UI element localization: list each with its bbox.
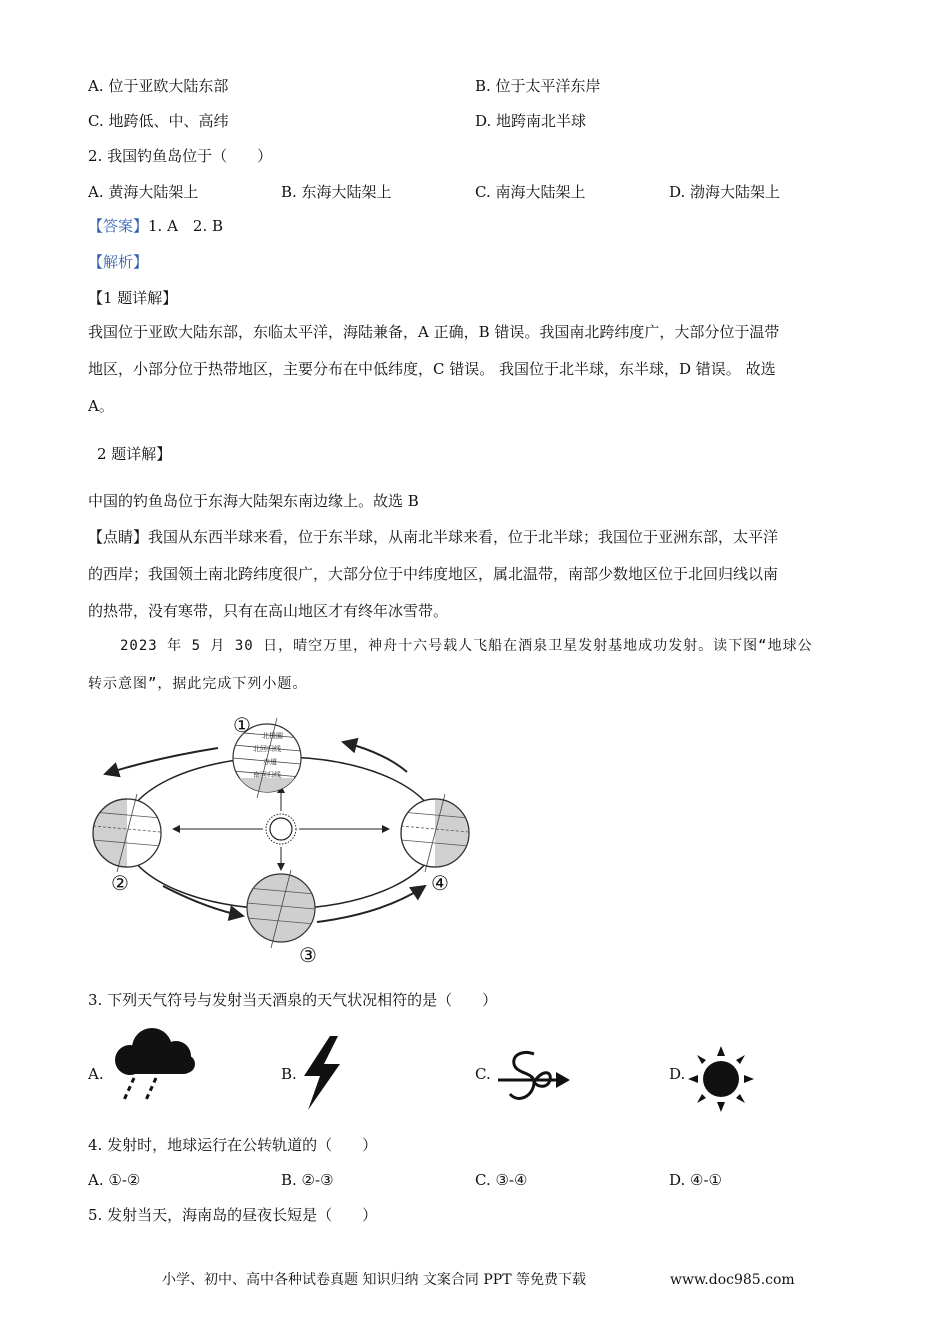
sun-icon xyxy=(266,814,296,844)
q1-option-d: D. 地跨南北半球 xyxy=(475,112,587,130)
q3-stem: 3. 下列天气符号与发射当天酒泉的天气状况相符的是（ ） xyxy=(88,991,498,1009)
answer-line xyxy=(88,216,223,236)
answer-text: 1. A 2. B xyxy=(148,217,224,235)
position-label-3: ③ xyxy=(299,943,317,967)
position-label-1: ① xyxy=(233,713,251,737)
tip-line3: 的热带，没有寒带，只有在高山地区才有终年冰雪带。 xyxy=(88,602,449,620)
detail1-line1: 我国位于亚欧大陆东部，东临太平洋，海陆兼备，A 正确，B 错误。我国南北跨纬度广，大部分位于温带 xyxy=(88,323,780,341)
footer-url[interactable]: www.doc985.com xyxy=(670,1272,795,1288)
intro-line1: 2023 年 5 月 30 日，晴空万里，神舟十六号载人飞船在酒泉卫星发射基地成功发射。读下图“地球公 xyxy=(120,638,813,654)
q5-stem: 5. 发射当天，海南岛的昼夜长短是（ ） xyxy=(88,1206,378,1224)
q2-option-b: B. 东海大陆架上 xyxy=(281,183,392,201)
q2-option-c: C. 南海大陆架上 xyxy=(475,183,586,201)
q2-option-d: D. 渤海大陆架上 xyxy=(669,183,781,201)
earth-revolution-diagram xyxy=(85,708,475,970)
analysis-tag: 【解析】 xyxy=(88,253,149,271)
earth-position-3 xyxy=(247,870,315,948)
tip-line1 xyxy=(88,527,778,547)
answer-tag: 【答案】 xyxy=(88,217,149,235)
q3-option-d-label: D. xyxy=(669,1065,686,1083)
orbit-arrow-top-right xyxy=(343,742,407,772)
q4-option-a: A. ①-② xyxy=(88,1171,141,1189)
lightning-icon xyxy=(300,1036,344,1112)
intro-line2: 转示意图”，据此完成下列小题。 xyxy=(88,676,308,692)
sun-icon xyxy=(688,1046,754,1112)
label-arctic-circle: 北极圈 xyxy=(262,732,283,740)
footer-text: 小学、初中、高中各种试卷真题 知识归纳 文案合同 PPT 等免费下载 xyxy=(162,1272,586,1288)
q4-option-c: C. ③-④ xyxy=(475,1171,528,1189)
q1-option-b: B. 位于太平洋东岸 xyxy=(475,77,601,95)
q3-option-b-label: B. xyxy=(281,1065,297,1083)
rain-cloud-icon xyxy=(112,1026,196,1102)
tip-text-1: 我国从东西半球来看，位于东半球，从南北半球来看，位于北半球；我国位于亚洲东部，太平洋 xyxy=(148,528,779,546)
q4-stem: 4. 发射时，地球运行在公转轨道的（ ） xyxy=(88,1136,378,1154)
q4-option-d: D. ④-① xyxy=(669,1171,722,1189)
q1-option-c: C. 地跨低、中、高纬 xyxy=(88,112,229,130)
q2-stem: 2. 我国钓鱼岛位于（ ） xyxy=(88,147,273,165)
sandstorm-icon xyxy=(494,1048,572,1110)
detail1-line2: 地区，小部分位于热带地区，主要分布在中低纬度，C 错误。 我国位于北半球，东半球，D 错误。 故选 xyxy=(88,360,776,378)
q4-option-b: B. ②-③ xyxy=(281,1171,334,1189)
orbit-arrow-bottom-left xyxy=(163,886,243,916)
detail2-text: 中国的钓鱼岛位于东海大陆架东南边缘上。故选 B xyxy=(88,492,419,510)
detail2-title: 2 题详解】 xyxy=(97,445,172,463)
q3-option-a-label: A. xyxy=(88,1065,104,1083)
detail1-line3: A。 xyxy=(88,397,114,415)
label-equator: 赤道 xyxy=(263,758,277,766)
position-label-4: ④ xyxy=(431,871,449,895)
q3-option-c-label: C. xyxy=(475,1065,491,1083)
tip-line2: 的西岸；我国领土南北跨纬度很广，大部分位于中纬度地区，属北温带，南部少数地区位于北回归线以南 xyxy=(88,565,779,583)
label-tropic-cancer: 北回归线 xyxy=(253,745,281,753)
label-tropic-capricorn: 南回归线 xyxy=(253,771,281,779)
earth-position-4 xyxy=(401,794,469,872)
tip-tag: 【点睛】 xyxy=(88,528,149,546)
q2-option-a: A. 黄海大陆架上 xyxy=(88,183,199,201)
q1-option-a: A. 位于亚欧大陆东部 xyxy=(88,77,229,95)
earth-position-2 xyxy=(93,794,161,872)
position-label-2: ② xyxy=(111,871,129,895)
orbit-arrow-top-left xyxy=(105,748,218,774)
detail1-title: 【1 题详解】 xyxy=(88,289,178,307)
